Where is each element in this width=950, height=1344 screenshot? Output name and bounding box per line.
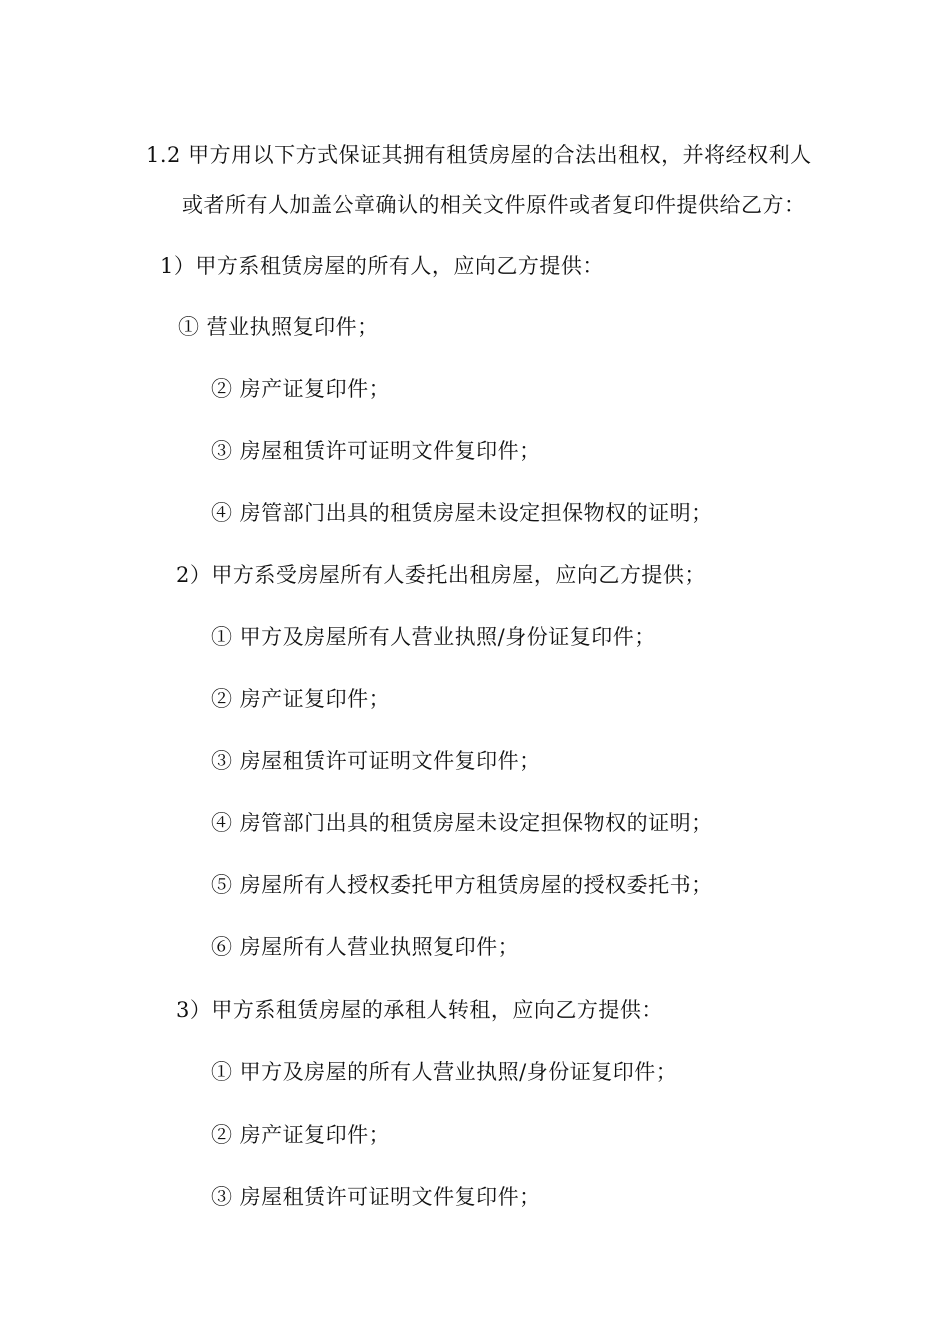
case2-item-5: ⑤ 房屋所有人授权委托甲方租赁房屋的授权委托书； — [211, 873, 713, 897]
case2-item-3: ③ 房屋租赁许可证明文件复印件； — [211, 749, 541, 773]
case3-heading: 3）甲方系租赁房屋的承租人转租，应向乙方提供： — [176, 998, 663, 1022]
section-number: 1.2 — [146, 143, 181, 167]
case3-item-3: ③ 房屋租赁许可证明文件复印件； — [211, 1185, 541, 1209]
case3-item-2: ② 房产证复印件； — [211, 1123, 391, 1147]
section-line-1 — [146, 140, 812, 170]
case3-item-1: ① 甲方及房屋的所有人营业执照/身份证复印件； — [211, 1060, 678, 1084]
case1-item-1: ① 营业执照复印件； — [178, 315, 379, 339]
case2-item-4: ④ 房管部门出具的租赁房屋未设定担保物权的证明； — [211, 811, 713, 835]
case1-item-2: ② 房产证复印件； — [211, 377, 391, 401]
case2-item-2: ② 房产证复印件； — [211, 687, 391, 711]
case1-item-3: ③ 房屋租赁许可证明文件复印件； — [211, 439, 541, 463]
case2-item-6: ⑥ 房屋所有人营业执照复印件； — [211, 935, 520, 959]
section-line-2: 或者所有人加盖公章确认的相关文件原件或者复印件提供给乙方： — [182, 193, 806, 217]
case1-item-4: ④ 房管部门出具的租赁房屋未设定担保物权的证明； — [211, 501, 713, 525]
case2-heading: 2）甲方系受房屋所有人委托出租房屋，应向乙方提供； — [176, 563, 706, 587]
case2-item-1: ① 甲方及房屋所有人营业执照/身份证复印件； — [211, 625, 656, 649]
section-text: 甲方用以下方式保证其拥有租赁房屋的合法出租权，并将经权利人 — [188, 143, 812, 167]
case1-heading: 1）甲方系租赁房屋的所有人，应向乙方提供： — [160, 254, 604, 278]
